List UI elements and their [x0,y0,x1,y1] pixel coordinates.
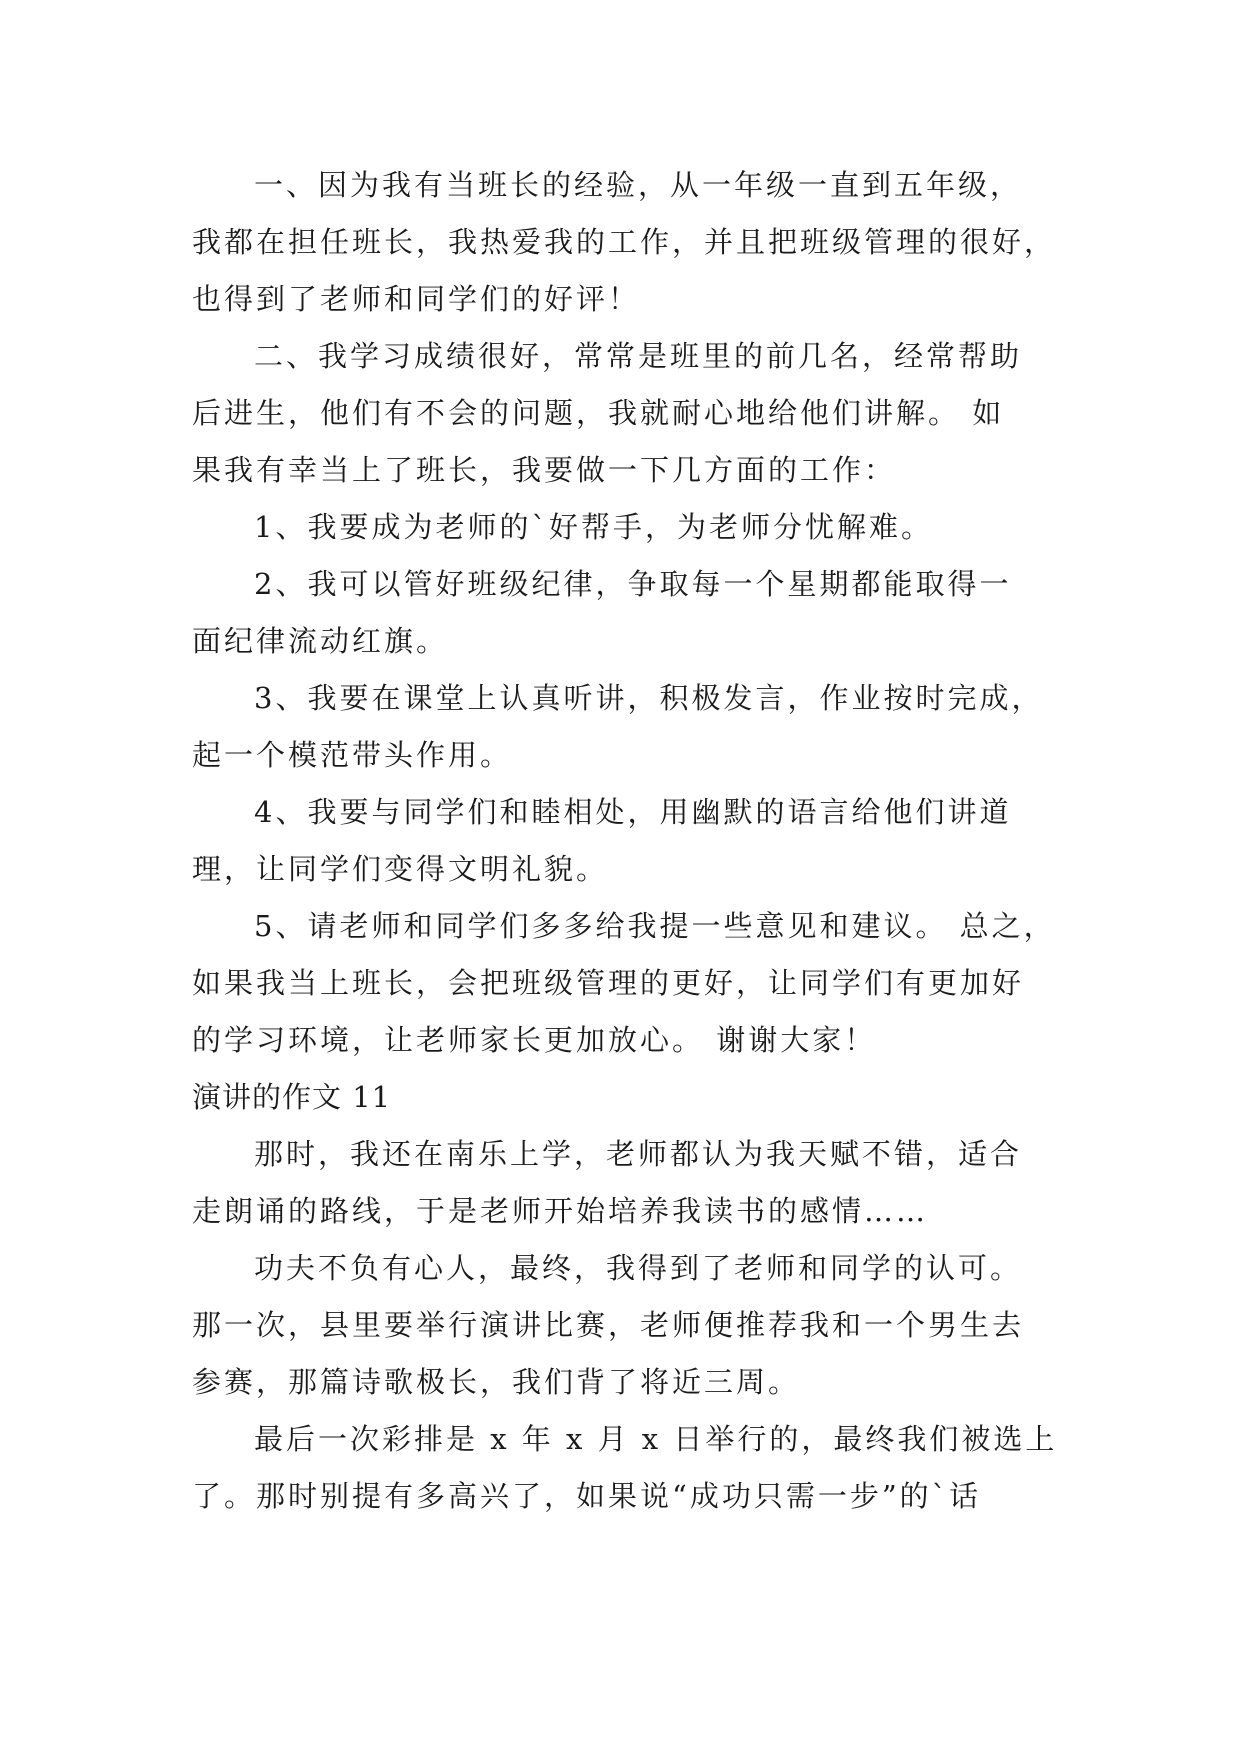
text-line: 如果我当上班长，会把班级管理的更好，让同学们有更加好 [192,966,1025,1000]
text-line: 最后一次彩排是 x 年 x 月 x 日举行的，最终我们被选上 [254,1422,1058,1456]
text-line: 后进生，他们有不会的问题，我就耐心地给他们讲解。 如 [192,396,1005,430]
text-line: 2、我可以管好班级纪律，争取每一个星期都能取得一 [254,567,1012,601]
text-line: 我都在担任班长，我热爱我的工作，并且把班级管理的很好， [192,225,1057,259]
text-line: 1、我要成为老师的`好帮手，为老师分忧解难。 [254,510,933,544]
text-line: 功夫不负有心人，最终，我得到了老师和同学的认可。 [254,1251,1023,1285]
text-line: 了。那时别提有多高兴了，如果说“成功只需一步”的`话 [192,1479,982,1513]
text-line: 3、我要在课堂上认真听讲，积极发言，作业按时完成， [254,681,1044,715]
text-line: 二、我学习成绩很好，常常是班里的前几名，经常帮助 [254,339,1023,373]
text-line: 也得到了老师和同学们的好评！ [192,282,641,316]
text-line: 理，让同学们变得文明礼貌。 [192,852,609,886]
text-line: 的学习环境，让老师家长更加放心。 谢谢大家！ [192,1023,877,1057]
text-line: 果我有幸当上了班长，我要做一下几方面的工作： [192,453,897,487]
text-line: 面纪律流动红旗。 [192,624,449,658]
text-line: 参赛，那篇诗歌极长，我们背了将近三周。 [192,1365,801,1399]
section-heading: 演讲的作文 11 [192,1080,392,1114]
text-line: 那时，我还在南乐上学，老师都认为我天赋不错，适合 [254,1137,1023,1171]
text-line: 5、请老师和同学们多多给我提一些意见和建议。 总之， [254,909,1056,943]
text-line: 走朗诵的路线，于是老师开始培养我读书的感情…… [192,1194,929,1228]
text-line: 那一次，县里要举行演讲比赛，老师便推荐我和一个男生去 [192,1308,1025,1342]
text-line: 一、因为我有当班长的经验，从一年级一直到五年级， [254,168,1023,202]
text-line: 4、我要与同学们和睦相处，用幽默的语言给他们讲道 [254,795,1012,829]
text-line: 起一个模范带头作用。 [192,738,513,772]
